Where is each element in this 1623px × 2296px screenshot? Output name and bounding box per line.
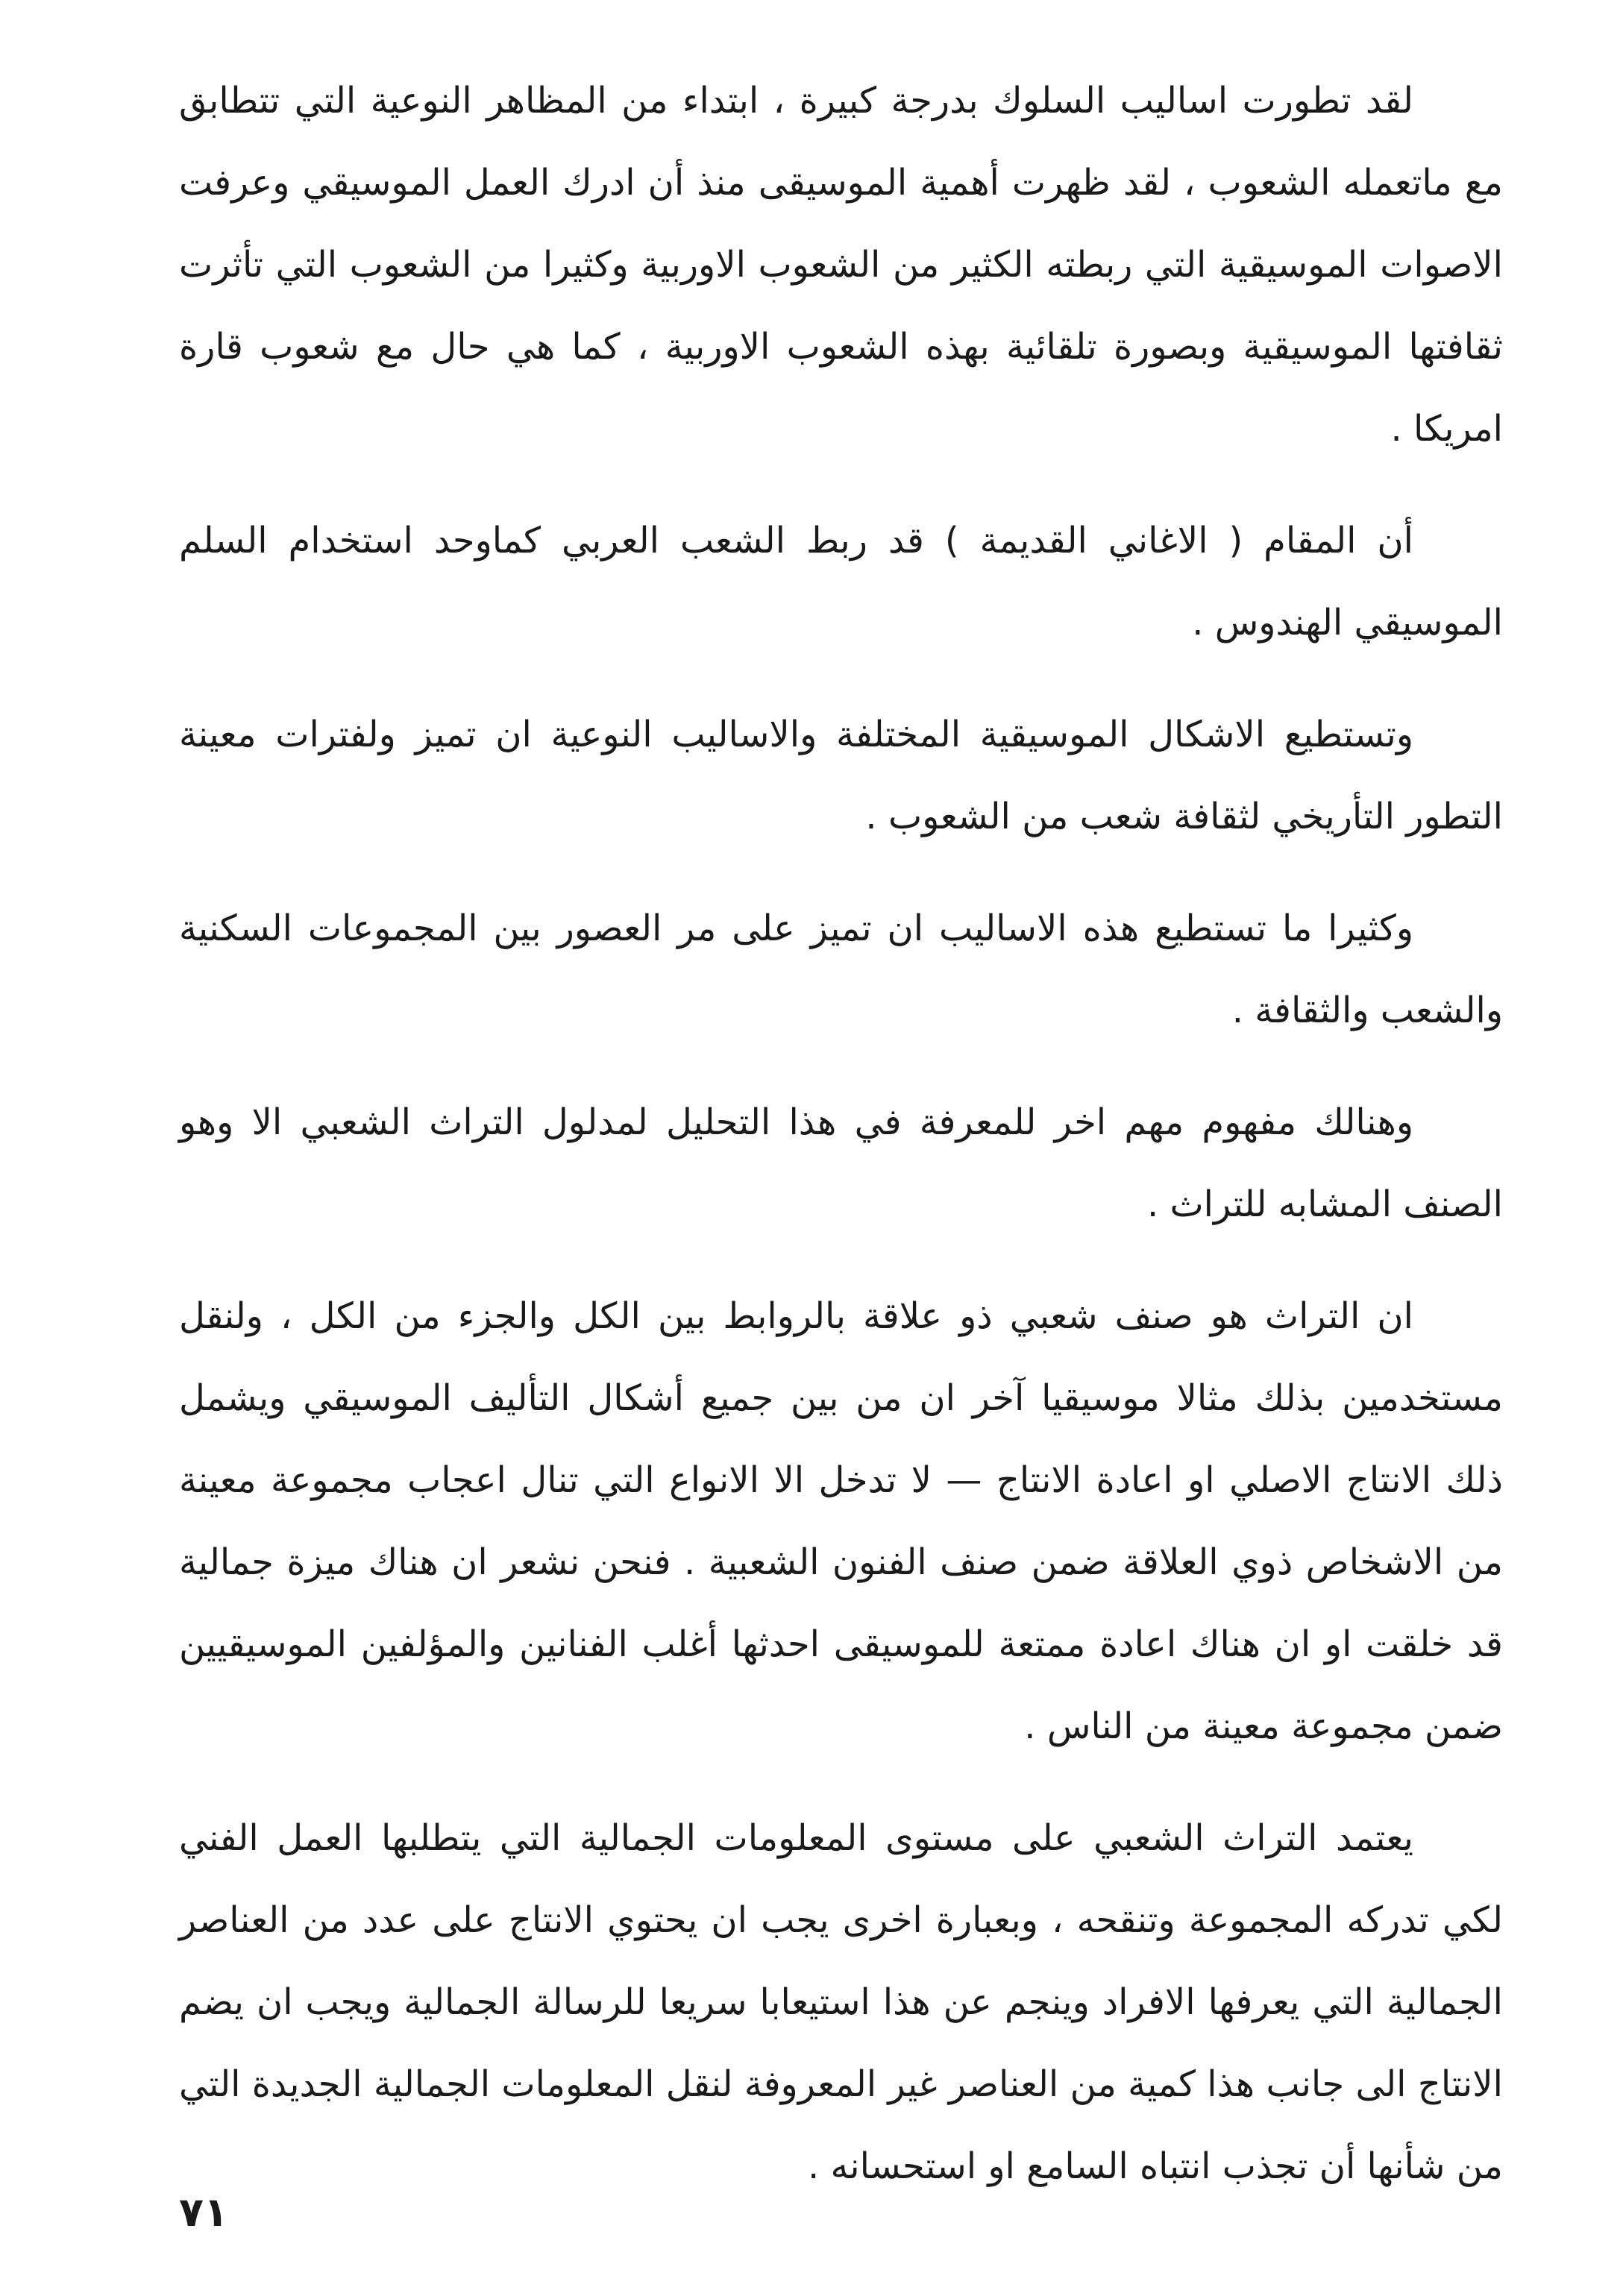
paragraph-1: لقد تطورت اساليب السلوك بدرجة كبيرة ، ابتداء من المظاهر النوعية التي تتطابق مع ماتعمله الشعوب ، لقد ظهرت أهمية الموسيقى منذ أن ادرك العمل الموسيقي وعرفت الاصوات الموسيقية التي ربطته الكثير من الشعوب الاوربية وكثيرا من الشعوب التي تأثرت ثقافتها الموسيقية وبصورة تلقائية بهذه الشعوب الاوربية ، كما هي حال مع شعوب قارة امريكا . bbox=[179, 80, 1503, 450]
paragraph-6: ان التراث هو صنف شعبي ذو علاقة بالروابط بين الكل والجزء من الكل ، ولنقل مستخدمين بذلك مثالا موسيقيا آخر ان من بين جميع أشكال التأليف الموسيقي ويشمل ذلك الانتاج الاصلي او اعادة الانتاج — لا تدخل الا الانواع التي تنال اعجاب مجموعة معينة من الاشخاص ذوي العلاقة ضمن صنف الفنون الشعبية . فنحن نشعر ان هناك ميزة جمالية قد خلقت او ان هناك اعادة ممتعة للموسيقى احدثها أغلب الفنانين والمؤلفين الموسيقيين ضمن مجموعة معينة من الناس . bbox=[179, 1295, 1503, 1747]
paragraph-7: يعتمد التراث الشعبي على مستوى المعلومات الجمالية التي يتطلبها العمل الفني لكي تدركه المجموعة وتنقحه ، وبعبارة اخرى يجب ان يحتوي الانتاج على عدد من العناصر الجمالية التي يعرفها الافراد وينجم عن هذا استيعابا سريعا للرسالة الجمالية ويجب ان يضم الانتاج الى جانب هذا كمية من العناصر غير المعروفة لنقل المعلومات الجمالية الجديدة التي من شأنها أن تجذب انتباه السامع او استحسانه . bbox=[179, 1817, 1503, 2187]
body-text bbox=[179, 60, 1503, 2237]
paragraph-3: وتستطيع الاشكال الموسيقية المختلفة والاساليب النوعية ان تميز ولفترات معينة التطور التأريخي لثقافة شعب من الشعوب . bbox=[179, 714, 1503, 837]
paragraph-5: وهنالك مفهوم مهم اخر للمعرفة في هذا التحليل لمدلول التراث الشعبي الا وهو الصنف المشابه للتراث . bbox=[179, 1101, 1503, 1225]
page-number: ٧١ bbox=[179, 2189, 228, 2236]
paragraph-2: أن المقام ( الاغاني القديمة ) قد ربط الشعب العربي كماوحد استخدام السلم الموسيقي الهندوس . bbox=[179, 520, 1503, 644]
paragraph-4: وكثيرا ما تستطيع هذه الاساليب ان تميز على مر العصور بين المجموعات السكنية والشعب والثقافة . bbox=[179, 908, 1503, 1031]
